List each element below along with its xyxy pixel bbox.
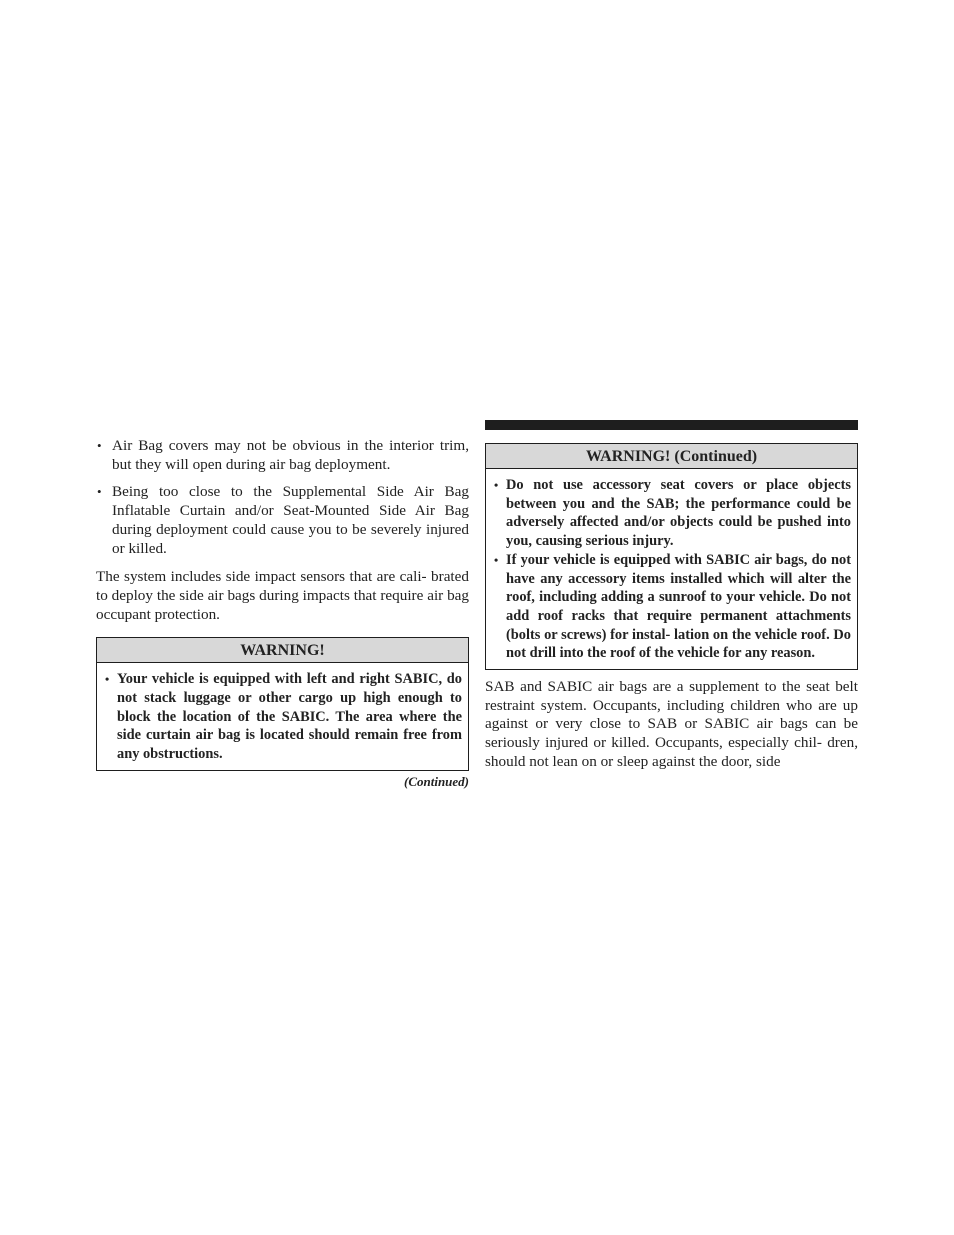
warning-box-continued xyxy=(485,443,858,670)
list-item xyxy=(96,437,469,474)
list-item xyxy=(96,483,469,558)
warning-text: Do not use accessory seat covers or place objects between you and the SAB; the performance could be adversely affected and/or objects could be pushed into you, causing serious injury. xyxy=(506,477,851,550)
bullet-icon: • xyxy=(494,478,499,492)
bullet-icon: • xyxy=(97,484,102,500)
warning-item xyxy=(105,670,462,764)
warning-text: Your vehicle is equipped with left and right SABIC, do not stack luggage or other cargo up high enough to block the location of the SABIC. The area where the side curtain air bag is located should remain free from any obstructions. xyxy=(117,671,462,763)
right-column xyxy=(485,420,858,772)
bullet-text: Air Bag covers may not be obvious in the interior trim, but they will open during air bag deployment. xyxy=(112,437,469,473)
warning-list xyxy=(97,663,468,770)
warning-header: WARNING! (Continued) xyxy=(486,444,857,469)
body-paragraph: The system includes side impact sensors that are cali- brated to deploy the side air bags during impacts that require air bag occupant protection. xyxy=(96,568,469,623)
warning-item xyxy=(494,476,851,551)
warning-box xyxy=(96,637,469,771)
bullet-list xyxy=(96,437,469,558)
warning-text: If your vehicle is equipped with SABIC air bags, do not have any accessory items installed which will alter the roof, including adding a sunroof to your vehicle. Do not add roof racks that require permanent attachments (bolts or screws) for instal- lation on the vehicle roof. Do not drill into the roof of the vehicle for any reason. xyxy=(506,551,851,662)
bullet-icon: • xyxy=(105,672,110,687)
continued-label: (Continued) xyxy=(403,773,469,789)
section-bar xyxy=(485,420,858,430)
warning-list xyxy=(486,469,857,669)
warning-item xyxy=(494,551,851,663)
body-paragraph: SAB and SABIC air bags are a supplement to the seat belt restraint system. Occupants, including children who are up against or very close to SAB or SABIC air bags can be seriously injured or killed. Occupants, especially chil- dren, should not lean on or sleep against the door, side xyxy=(485,678,858,770)
warning-header: WARNING! xyxy=(97,638,468,663)
bullet-icon: • xyxy=(494,552,499,567)
bullet-icon: • xyxy=(97,438,102,453)
bullet-text: Being too close to the Supplemental Side Air Bag Inflatable Curtain and/or Seat-Mounted Side Air Bag during deployment could cause you to be severely injured or killed. xyxy=(112,483,469,557)
left-column xyxy=(96,437,469,790)
